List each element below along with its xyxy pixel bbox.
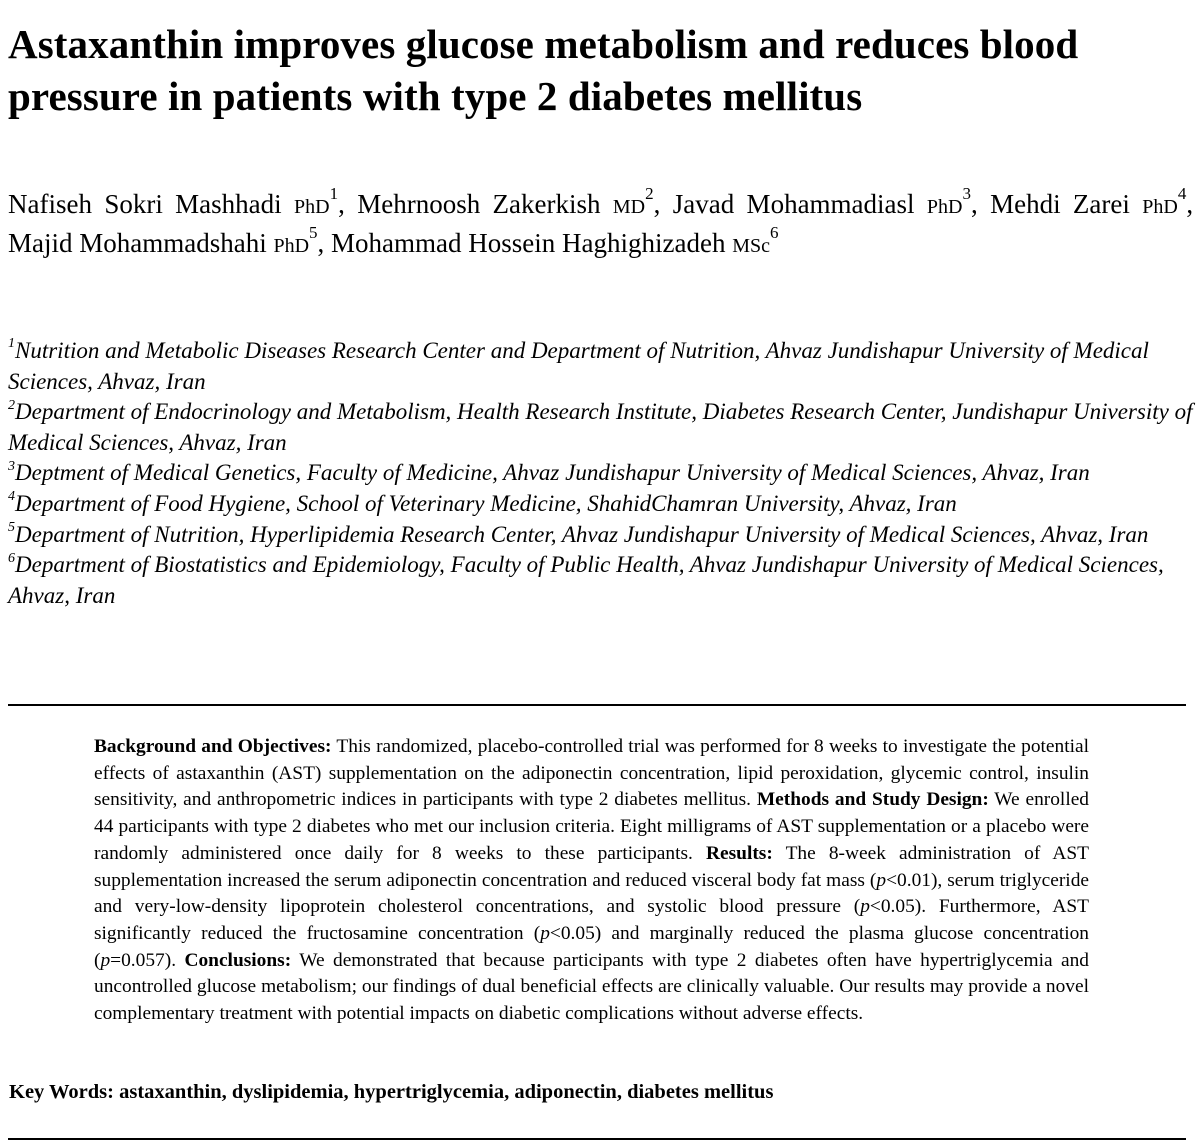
affiliation-4 (8, 489, 1193, 520)
author-degree: MSc (732, 235, 771, 257)
author-affil-number: 1 (329, 184, 339, 203)
abstract-results-text: <0.05) and marginally reduced the plasma glucose concentration ( (94, 922, 1089, 971)
abstract-background-label: Background and Objectives: (94, 736, 332, 757)
abstract-results-text: =0.057). (110, 949, 185, 971)
author-list (8, 186, 1193, 264)
section-divider-bottom (8, 1138, 1186, 1140)
affiliation-5 (8, 520, 1193, 551)
author-6 (331, 223, 779, 258)
abstract-methods-label: Methods and Study Design: (756, 789, 989, 811)
abstract-results-label: Results: (706, 842, 773, 864)
affiliation-text: Department of Biostatistics and Epidemiology, Faculty of Public Health, Ahvaz Jundishapur University of Medical Sciences, Ahvaz, Iran (8, 552, 1164, 608)
author-4 (990, 184, 1194, 219)
affiliation-number: 2 (8, 397, 15, 413)
affiliation-number: 3 (8, 458, 15, 474)
affiliation-number: 4 (8, 489, 15, 505)
abstract-results-text: The 8-week administration of AST supplementation increased the serum adiponectin concentration and reduced visceral body fat mass ( (94, 842, 1089, 891)
author-5 (8, 223, 332, 258)
author-separator: , (1186, 189, 1194, 219)
author-separator: , (317, 228, 332, 258)
affiliation-2 (8, 397, 1193, 458)
author-3 (672, 184, 991, 219)
author-name: Mehrnoosh Zakerkish (357, 189, 601, 219)
affiliation-text: Nutrition and Metabolic Diseases Research Center and Department of Nutrition, Ahvaz Jundishapur University of Medical Sciences, Ahvaz, Iran (8, 338, 1149, 394)
affiliation-1 (8, 336, 1193, 397)
affiliation-number: 6 (8, 550, 15, 566)
abstract-results-text: <0.01), serum triglyceride and very-low-density lipoprotein cholesterol concentrations, and systolic blood pressure ( (94, 869, 1089, 918)
abstract (94, 734, 1089, 1028)
author-name: Mehdi Zarei (990, 189, 1130, 219)
abstract-conclusions-label: Conclusions: (184, 949, 292, 971)
author-separator: , (338, 189, 358, 219)
p-value-symbol: p (876, 869, 887, 891)
author-affil-number: 5 (309, 223, 318, 242)
affiliation-text: Department of Endocrinology and Metabolism, Health Research Institute, Diabetes Research Center, Jundishapur University of Medical Sciences, Ahvaz, Iran (8, 399, 1193, 455)
section-divider (8, 704, 1186, 706)
abstract-conclusions-text: We demonstrated that because participants with type 2 diabetes often have hypertriglycemia and uncontrolled glucose metabolism; our findings of dual beneficial effects are clinically valuable. Our results may provide a novel complementary treatment with potential impacts on diabetic complications without adverse effects. (94, 949, 1090, 1025)
affiliation-list (8, 336, 1193, 611)
author-degree: PhD (926, 196, 963, 218)
keywords-text: astaxanthin, dyslipidemia, hypertriglycemia, adiponectin, diabetes mellitus (113, 1081, 774, 1103)
author-separator: , (970, 189, 991, 219)
keywords-label: Key Words: (9, 1081, 114, 1103)
affiliation-6 (8, 550, 1193, 611)
affiliation-number: 1 (8, 336, 15, 352)
author-name: Majid Mohammadshahi (8, 228, 267, 258)
p-value-symbol: p (540, 922, 550, 944)
author-name: Nafiseh Sokri Mashhadi (8, 189, 282, 219)
affiliation-text: Department of Food Hygiene, School of Veterinary Medicine, ShahidChamran University, Ahvaz, Iran (15, 490, 957, 516)
author-affil-number: 4 (1177, 184, 1187, 203)
author-name: Javad Mohammadiasl (672, 189, 915, 219)
author-affil-number: 2 (645, 184, 654, 203)
abstract-background-text: This randomized, placebo-controlled trial was performed for 8 weeks to investigate the potential effects of astaxanthin (AST) supplementation on the adiponectin concentration, lipid peroxidation, glycemic control, insulin sensitivity, and anthropometric indices in participants with type 2 diabetes mellitus. (94, 736, 1090, 811)
affiliation-3 (8, 458, 1193, 489)
p-value-symbol: p (860, 896, 870, 918)
author-affil-number: 3 (962, 184, 971, 203)
abstract-results-text: <0.05). Furthermore, AST significantly reduced the fructosamine concentration ( (94, 896, 1089, 944)
author-separator: , (653, 189, 673, 219)
author-degree: PhD (1142, 196, 1178, 218)
abstract-methods-text: We enrolled 44 participants with type 2 diabetes who met our inclusion criteria. Eight milligrams of AST supplementation or a placebo were randomly administered once daily for 8 weeks to these participants. (94, 789, 1090, 864)
affiliation-text: Deptment of Medical Genetics, Faculty of Medicine, Ahvaz Jundishapur University of Medical Sciences, Ahvaz, Iran (15, 460, 1090, 486)
keywords (9, 1078, 1189, 1106)
author-affil-number: 6 (770, 223, 779, 242)
author-2 (357, 184, 673, 219)
paper-title: Astaxanthin improves glucose metabolism and reduces blood pressure in patients with type 2 diabetes mellitus (8, 21, 1079, 119)
author-degree: MD (612, 196, 646, 218)
author-degree: PhD (273, 235, 310, 257)
author-degree: PhD (294, 196, 330, 218)
p-value-symbol: p (100, 949, 111, 971)
author-name: Mohammad Hossein Haghighizadeh (331, 228, 726, 258)
affiliation-number: 5 (8, 519, 15, 535)
affiliation-text: Department of Nutrition, Hyperlipidemia Research Center, Ahvaz Jundishapur University of Medical Sciences, Ahvaz, Iran (15, 521, 1149, 547)
author-1 (8, 184, 358, 219)
